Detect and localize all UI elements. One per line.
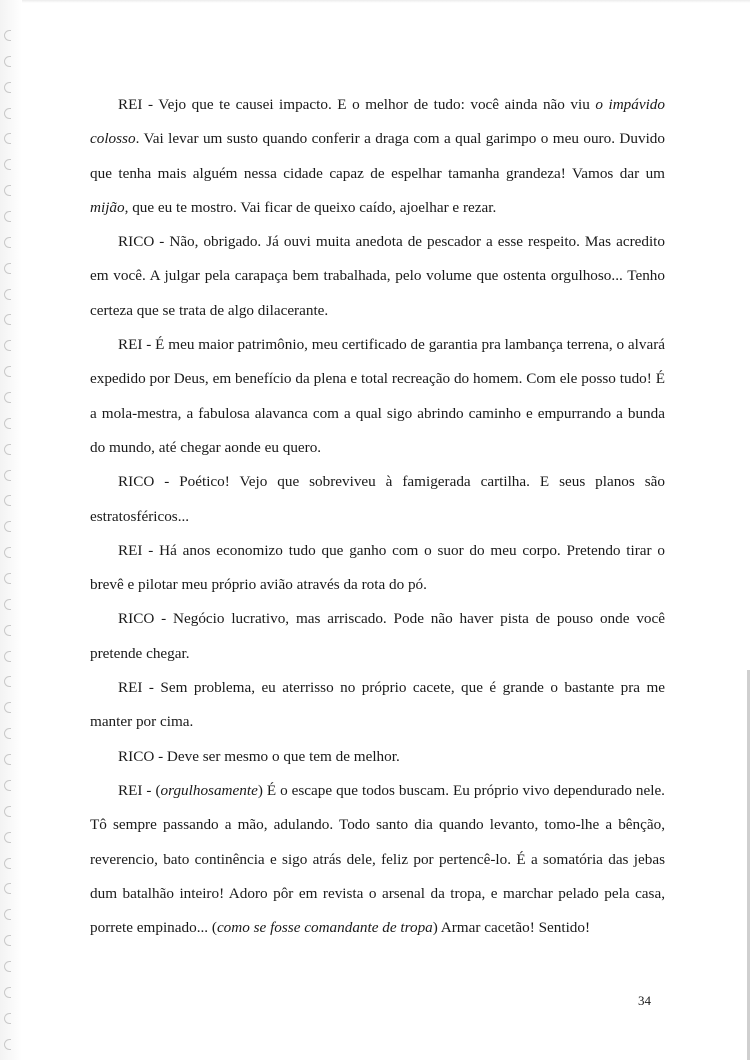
binding-mark xyxy=(4,56,11,67)
binding-mark xyxy=(4,909,11,920)
dialogue-paragraph xyxy=(90,88,665,225)
text-run: , que eu te mostro. Vai ficar de queixo caído, ajoelhar e rezar. xyxy=(124,198,497,216)
binding-mark xyxy=(4,418,11,429)
dialogue-paragraph xyxy=(90,774,665,945)
text-run: ) É o escape que todos buscam. Eu próprio vivo dependurado nele. Tô sempre passando a mão, adulando. Todo santo dia quando levanto, tomo-lhe a bênção, reverencio, bato continência e sigo atrás dele, feliz por pertencê-lo. É a somatória das jebas dum batalhão inteiro! Adoro pôr em revista o arsenal da tropa, e marchar pelado pela casa, porrete empinado... ( xyxy=(90,781,665,937)
binding-mark xyxy=(4,237,11,248)
binding-marks xyxy=(4,30,18,1050)
binding-mark xyxy=(4,495,11,506)
text-run: RICO - Deve ser mesmo o que tem de melhor. xyxy=(118,747,400,765)
dialogue-paragraph xyxy=(90,671,665,740)
dialogue-paragraph xyxy=(90,328,665,465)
dialogue-paragraph xyxy=(90,602,665,671)
text-run: . Vai levar um susto quando conferir a draga com a qual garimpo o meu ouro. Duvido que tenha mais alguém nessa cidade capaz de espelhar tamanha grandeza! Vamos dar um xyxy=(90,130,665,182)
binding-mark xyxy=(4,858,11,869)
text-run: REI - ( xyxy=(118,781,161,799)
binding-mark xyxy=(4,470,11,481)
binding-mark xyxy=(4,392,11,403)
text-run: ) Armar cacetão! Sentido! xyxy=(432,919,591,937)
binding-mark xyxy=(4,832,11,843)
text-run: RICO - Negócio lucrativo, mas arriscado. Pode não haver pista de pouso onde você pretende chegar. xyxy=(90,610,665,662)
dialogue-paragraph xyxy=(90,740,665,774)
binding-mark xyxy=(4,961,11,972)
italic-text: o impávido colosso xyxy=(90,96,665,148)
dialogue-paragraph xyxy=(90,225,665,328)
dialogue-paragraph xyxy=(90,534,665,603)
binding-mark xyxy=(4,702,11,713)
binding-mark xyxy=(4,806,11,817)
binding-mark xyxy=(4,547,11,558)
text-run: REI - Há anos economizo tudo que ganho com o suor do meu corpo. Pretendo tirar o brevê e pilotar meu próprio avião através da rota do pó. xyxy=(90,541,665,594)
binding-mark xyxy=(4,314,11,325)
italic-text: como se fosse comandante de tropa xyxy=(216,919,433,937)
binding-mark xyxy=(4,780,11,791)
binding-mark xyxy=(4,133,11,144)
binding-mark xyxy=(4,573,11,584)
binding-mark xyxy=(4,30,11,41)
binding-mark xyxy=(4,625,11,636)
binding-mark xyxy=(4,289,11,300)
text-run: REI - É meu maior patrimônio, meu certificado de garantia pra lambança terrena, o alvará expedido por Deus, em benefício da plena e total recreação do homem. Com ele posso tudo! É a mola-mestra, a fabulosa alavanca com a qual sigo abrindo caminho e empurrando a bunda do mundo, até chegar aonde eu quero. xyxy=(90,336,665,456)
binding-mark xyxy=(4,883,11,894)
binding-mark xyxy=(4,159,11,170)
binding-mark xyxy=(4,935,11,946)
binding-mark xyxy=(4,108,11,119)
binding-mark xyxy=(4,728,11,739)
text-run: RICO - Não, obrigado. Já ouvi muita anedota de pescador a esse respeito. Mas acredito em você. A julgar pela carapaça bem trabalhada, pelo volume que ostenta orgulhoso... Tenho certeza que se trata de algo dilacerante. xyxy=(90,233,665,319)
binding-mark xyxy=(4,340,11,351)
italic-text: mijão xyxy=(90,198,125,216)
scan-edge-top xyxy=(0,0,750,3)
binding-mark xyxy=(4,987,11,998)
binding-mark xyxy=(4,754,11,765)
document-body xyxy=(90,88,665,945)
text-run: REI - Sem problema, eu aterrisso no próprio cacete, que é grande o bastante pra me manter por cima. xyxy=(90,679,665,731)
binding-mark xyxy=(4,444,11,455)
binding-mark xyxy=(4,1013,11,1024)
binding-mark xyxy=(4,1039,11,1050)
binding-mark xyxy=(4,82,11,93)
text-run: REI - Vejo que te causei impacto. E o melhor de tudo: você ainda não viu xyxy=(118,96,596,113)
binding-mark xyxy=(4,263,11,274)
binding-mark xyxy=(4,651,11,662)
text-run: RICO - Poético! Vejo que sobreviveu à famigerada cartilha. E seus planos são estratosféricos... xyxy=(90,473,665,525)
binding-mark xyxy=(4,599,11,610)
italic-text: orgulhosamente xyxy=(160,781,258,799)
binding-mark xyxy=(4,676,11,687)
binding-mark xyxy=(4,185,11,196)
binding-mark xyxy=(4,211,11,222)
binding-mark xyxy=(4,366,11,377)
binding-mark xyxy=(4,521,11,532)
dialogue-paragraph xyxy=(90,465,665,534)
page-number: 34 xyxy=(638,993,651,1008)
